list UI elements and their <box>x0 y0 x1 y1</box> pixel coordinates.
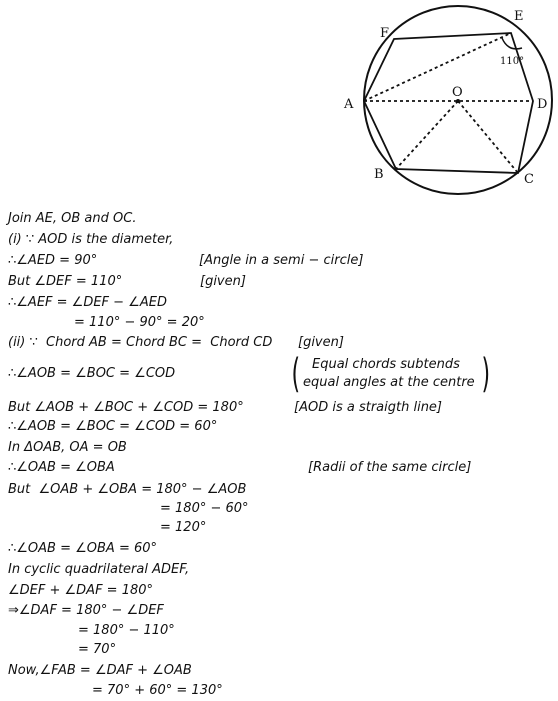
text-line: In ΔOAB, OA = OB <box>8 440 127 455</box>
right-parenthesis: ) <box>481 351 491 397</box>
label-B: B <box>374 167 384 182</box>
text-line: = 180° − 60° <box>160 501 249 516</box>
text-line: ∴∠OAB = ∠OBA <box>8 460 115 475</box>
segment-AE <box>364 33 511 101</box>
label-C: C <box>524 172 534 187</box>
text-line: (ii) ∵ Chord AB = Chord BC = Chord CD <box>8 335 273 350</box>
reason-straight-line: [AOD is a straigth line] <box>294 400 443 415</box>
text-line: ⇒∠DAF = 180° − ∠DEF <box>8 603 164 618</box>
angle-label-110: 110° <box>500 56 525 67</box>
text-line: ∴∠AED = 90° <box>8 253 98 268</box>
geometry-figure <box>338 0 558 196</box>
label-D: D <box>537 97 548 112</box>
text-line: = 70° + 60° = 130° <box>92 683 223 698</box>
label-A: A <box>344 97 354 112</box>
hexagon <box>364 33 533 173</box>
text-line: = 120° <box>160 520 207 535</box>
reason-equal-chords-2: equal angles at the centre <box>303 375 475 390</box>
text-line: (i) ∵ AOD is the diameter, <box>8 232 174 247</box>
reason-semicircle: [Angle in a semi − circle] <box>199 253 364 268</box>
text-line: But ∠DEF = 110° <box>8 274 123 289</box>
label-O: O <box>452 85 463 100</box>
reason-given: [given] <box>200 274 246 289</box>
label-F: F <box>380 26 390 41</box>
left-parenthesis: ( <box>291 351 301 397</box>
text-line: = 110° − 90° = 20° <box>74 315 205 330</box>
text-line: Now,∠FAB = ∠DAF + ∠OAB <box>8 663 192 678</box>
reason-radii: [Radii of the same circle] <box>308 460 472 475</box>
text-line: ∠DEF + ∠DAF = 180° <box>8 583 154 598</box>
reason-equal-chords-1: Equal chords subtends <box>312 357 460 372</box>
text-line: = 70° <box>78 642 117 657</box>
text-line: ∴∠AOB = ∠BOC = ∠COD <box>8 366 176 381</box>
text-line: ∴∠AOB = ∠BOC = ∠COD = 60° <box>8 419 218 434</box>
text-line: But ∠AOB + ∠BOC + ∠COD = 180° <box>8 400 244 415</box>
text-line: In cyclic quadrilateral ADEF, <box>8 562 190 577</box>
segment-OC <box>458 101 518 173</box>
angle-arc-E <box>502 38 522 49</box>
reason-given: [given] <box>298 335 344 350</box>
text-line: But ∠OAB + ∠OBA = 180° − ∠AOB <box>8 482 247 497</box>
label-E: E <box>514 9 524 24</box>
text-line: Join AE, OB and OC. <box>8 211 137 226</box>
text-line: = 180° − 110° <box>78 623 175 638</box>
text-line: ∴∠AEF = ∠DEF − ∠AED <box>8 295 167 310</box>
text-line: ∴∠OAB = ∠OBA = 60° <box>8 541 158 556</box>
segment-OB <box>396 101 458 169</box>
